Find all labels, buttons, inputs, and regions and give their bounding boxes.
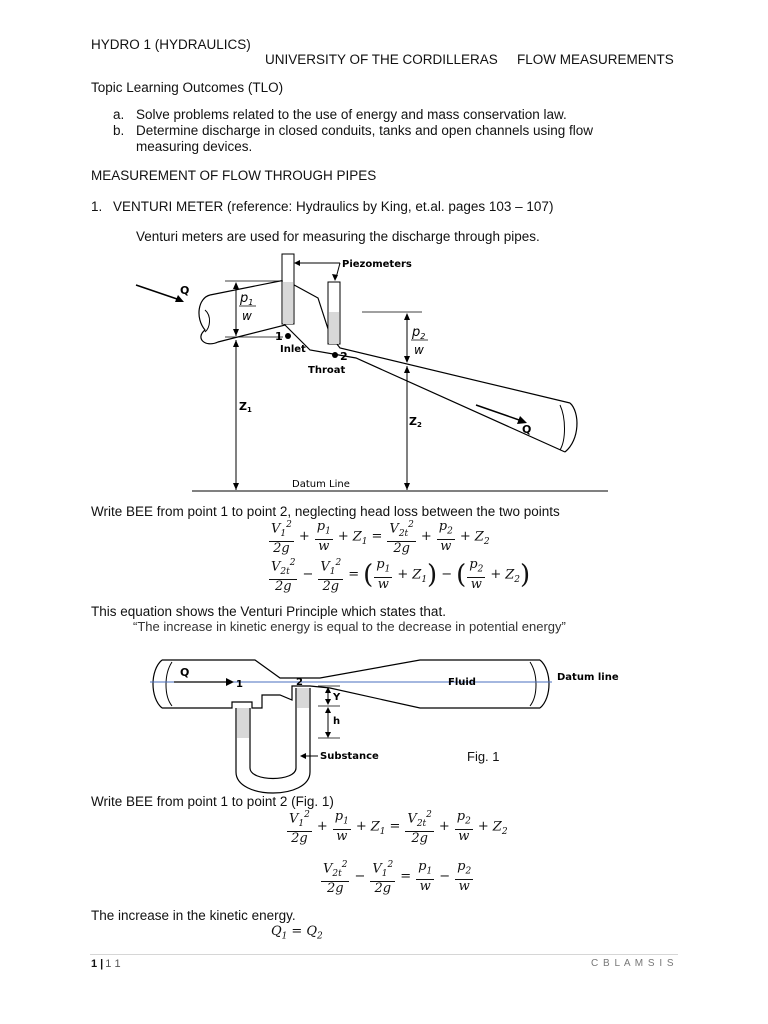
item-marker: 1. bbox=[91, 199, 103, 214]
footer-divider bbox=[90, 954, 678, 955]
throat-label: Throat bbox=[308, 365, 346, 376]
bee2-text: Write BEE from point 1 to point 2 (Fig. 1) bbox=[91, 794, 334, 809]
datum-line-label: Datum line bbox=[557, 672, 619, 683]
kinetic-text: The increase in the kinetic energy. bbox=[91, 908, 296, 923]
tlo-title: Topic Learning Outcomes (TLO) bbox=[91, 80, 284, 95]
manometer-diagram bbox=[0, 640, 768, 800]
flow-label: Q bbox=[180, 666, 190, 679]
substance-label: Substance bbox=[320, 751, 379, 762]
bee-equation-3: $\frac{V_1^2}{2g}$ + $\frac{p_1}{w}$ + $Z_1$ = $\frac{V_{2t}^2}{2g}$ + $\frac{p_2}{w}$ + $Z_2$ bbox=[289, 809, 508, 846]
point1-label-fig1: 1 bbox=[236, 679, 243, 690]
w1-label: w bbox=[242, 309, 252, 323]
point2-label: 2 bbox=[340, 350, 348, 363]
y-label: Y bbox=[333, 692, 341, 703]
figure-caption: Fig. 1 bbox=[467, 749, 500, 764]
inlet-label: Inlet bbox=[280, 344, 306, 355]
point1-label: 1 bbox=[275, 330, 283, 343]
bee-equation-4: $\frac{V_{2t}^2}{2g}$ − $\frac{V_1^2}{2g}$ = $\frac{p_1}{w}$ − $\frac{p_2}{w}$ bbox=[323, 859, 472, 896]
section-title: MEASUREMENT OF FLOW THROUGH PIPES bbox=[91, 168, 377, 183]
author-footer: C B L A M S I S bbox=[591, 958, 675, 969]
bee1-text: Write BEE from point 1 to point 2, neglecting head loss between the two points bbox=[91, 504, 560, 519]
fluid-label: Fluid bbox=[448, 677, 476, 688]
tlo-marker-a: a. bbox=[113, 107, 125, 122]
venturi-diagram bbox=[0, 0, 768, 500]
z2-label: Z2 bbox=[409, 415, 422, 429]
flow-out-label: Q bbox=[522, 423, 532, 436]
university-name: UNIVERSITY OF THE CORDILLERAS bbox=[265, 52, 498, 67]
venturi-meter-heading: VENTURI METER (reference: Hydraulics by King, et.al. pages 103 – 107) bbox=[113, 199, 554, 214]
tlo-marker-b: b. bbox=[113, 123, 125, 138]
principle-quote: “The increase in kinetic energy is equal to the decrease in potential energy” bbox=[133, 619, 566, 634]
point2-label-fig1: 2 bbox=[296, 677, 303, 688]
bee-equation-2: $\frac{V_{2t}^2}{2g}$ − $\frac{V_1^2}{2g}$ = ( $\frac{p_1}{w}$ + $Z_1$) − ( $\frac{p_2}{w}$ + $Z_2$) bbox=[271, 557, 531, 594]
tlo-item-a: Solve problems related to the use of energy and mass conservation law. bbox=[136, 107, 567, 122]
p2-label: $p_2$ bbox=[412, 325, 426, 341]
tlo-item-b-line1: Determine discharge in closed conduits, tanks and open channels using flow bbox=[136, 123, 594, 138]
piezometers-label: Piezometers bbox=[342, 259, 412, 270]
z1-label: Z1 bbox=[239, 400, 252, 414]
tlo-item-b-line2: measuring devices. bbox=[136, 139, 253, 154]
venturi-intro: Venturi meters are used for measuring the discharge through pipes. bbox=[136, 229, 540, 244]
w2-label: w bbox=[414, 343, 424, 357]
datum-label: Datum Line bbox=[292, 479, 350, 490]
course-title: HYDRO 1 (HYDRAULICS) bbox=[91, 37, 251, 52]
continuity-equation: $Q_1 = Q_2$ bbox=[271, 924, 323, 942]
topic-title: FLOW MEASUREMENTS bbox=[517, 52, 674, 67]
bee-equation-1: $\frac{V_1^2}{2g}$ + $\frac{p_1}{w}$ + $Z_1$ = $\frac{V_{2t}^2}{2g}$ + $\frac{p_2}{w}$ + $Z_2$ bbox=[271, 519, 490, 556]
principle-text: This equation shows the Venturi Principle which states that. bbox=[91, 604, 446, 619]
flow-in-label: Q bbox=[180, 284, 190, 297]
h-label: h bbox=[333, 716, 341, 727]
p1-label: $p_1$ bbox=[240, 291, 254, 307]
page-number: 1 | 1 1 bbox=[91, 958, 121, 970]
